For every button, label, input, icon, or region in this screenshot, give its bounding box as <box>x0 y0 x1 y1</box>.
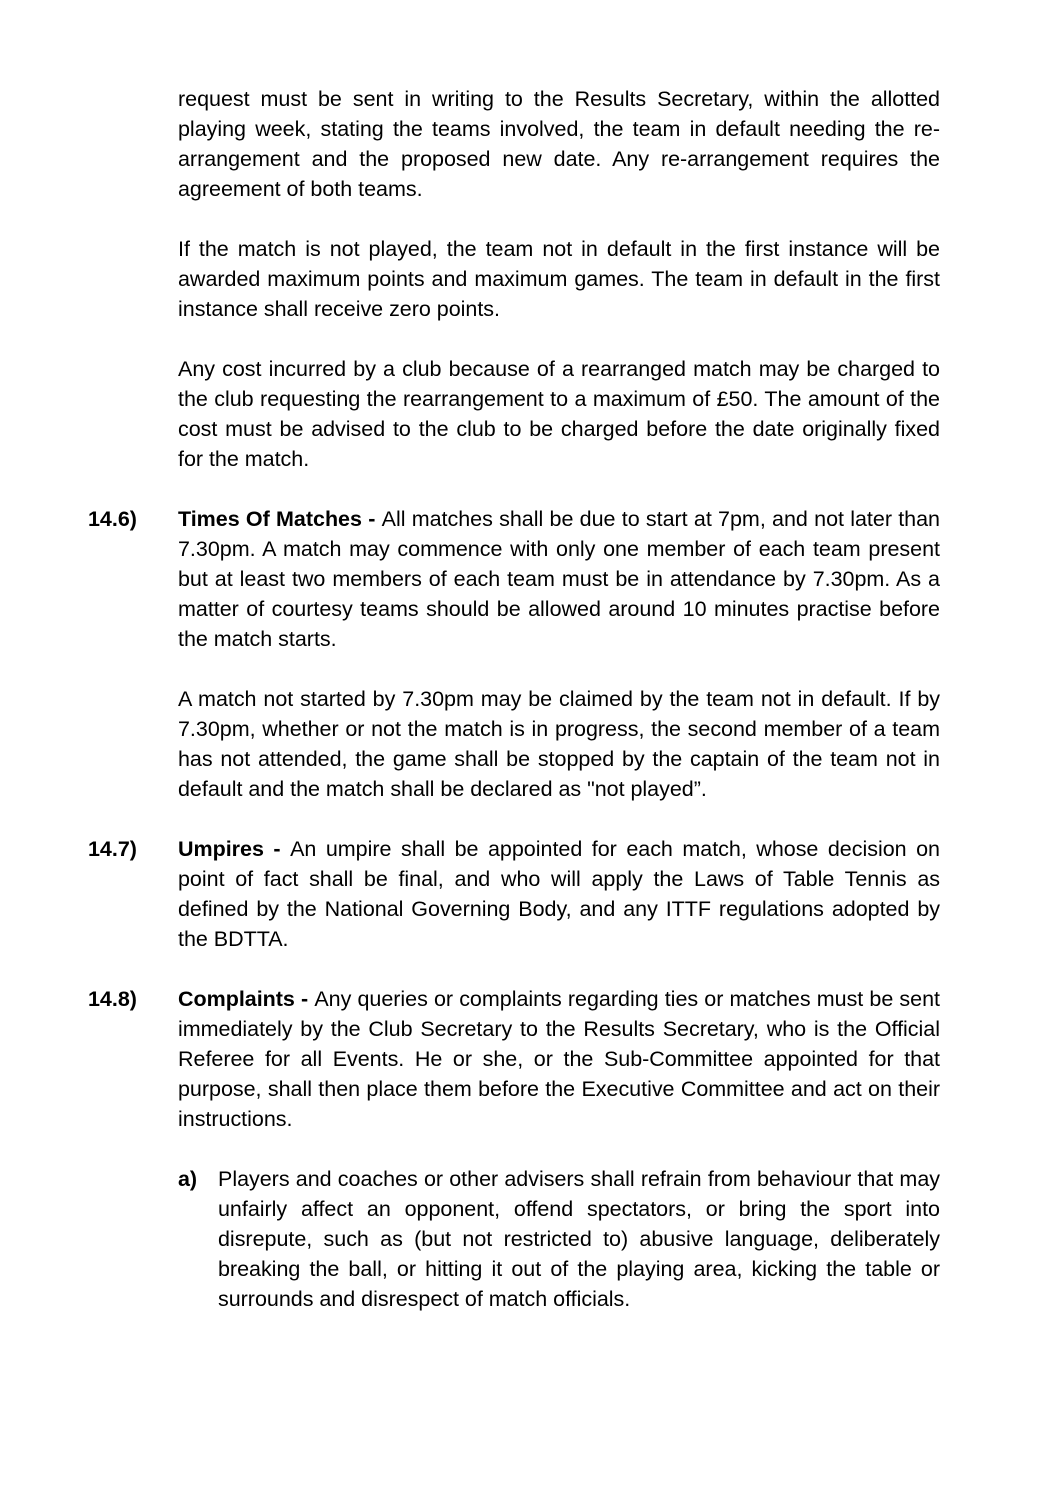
clause-text: An umpire shall be appointed for each match, whose decision on point of fact shall be final, and who will apply the Laws of Table Tennis as defined by the National Governing Body, and any ITTF regulations adopted by the BDTTA. <box>178 837 940 951</box>
clause-text: All matches shall be due to start at 7pm, and not later than 7.30pm. A match may commence with only one member of each team present but at least two members of each team must be in attendance by 7.30pm. As a matter of courtesy teams should be allowed around 10 minutes practise before the match starts. <box>178 507 940 651</box>
clause-number: 14.8) <box>88 987 137 1011</box>
paragraph-rearrangement-request: request must be sent in writing to the Results Secretary, within the allotted playing week, stating the teams involved, the team in default needing the re-arrangement and the proposed new date. Any re-arrangement requires the agreement of both teams. <box>178 87 940 201</box>
subitem-letter: a) <box>178 1167 198 1191</box>
clause-text: Any queries or complaints regarding ties or matches must be sent immediately by the Club Secretary to the Results Secretary, who is the Official Referee for all Events. He or she, or the Sub-Committee appointed for that purpose, shall then place them before the Executive Committee and act on their instructions. <box>178 987 940 1131</box>
subitem-14-8-a-behaviour <box>178 1164 940 1314</box>
subitem-text: Players and coaches or other advisers shall refrain from behaviour that may unfairly affect an opponent, offend spectators, or bring the sport into disrepute, such as (but not restricted to) abusive language, deliberately breaking the ball, or hitting it out of the playing area, kicking the table or surrounds and disrespect of match officials. <box>218 1167 940 1311</box>
clause-14-6-times-of-matches <box>88 504 940 654</box>
paragraph-match-not-started-by-730: A match not started by 7.30pm may be claimed by the team not in default. If by 7.30pm, whether or not the match is in progress, the second member of a team has not attended, the game shall be stopped by the captain of the team not in default and the match shall be declared as "not played”. <box>178 687 940 801</box>
clause-heading: Umpires - <box>178 837 291 861</box>
clause-14-8-complaints <box>88 984 940 1134</box>
clause-number: 14.6) <box>88 507 137 531</box>
clause-number: 14.7) <box>88 837 137 861</box>
clause-heading: Times Of Matches - <box>178 507 382 531</box>
paragraph-match-not-played: If the match is not played, the team not in default in the first instance will be awarded maximum points and maximum games. The team in default in the first instance shall receive zero points. <box>178 237 940 321</box>
clause-heading: Complaints - <box>178 987 315 1011</box>
clause-14-7-umpires <box>88 834 940 954</box>
paragraph-rearrangement-cost: Any cost incurred by a club because of a rearranged match may be charged to the club requesting the rearrangement to a maximum of £50. The amount of the cost must be advised to the club to be charged before the date originally fixed for the match. <box>178 357 940 471</box>
document-body <box>88 84 940 1314</box>
